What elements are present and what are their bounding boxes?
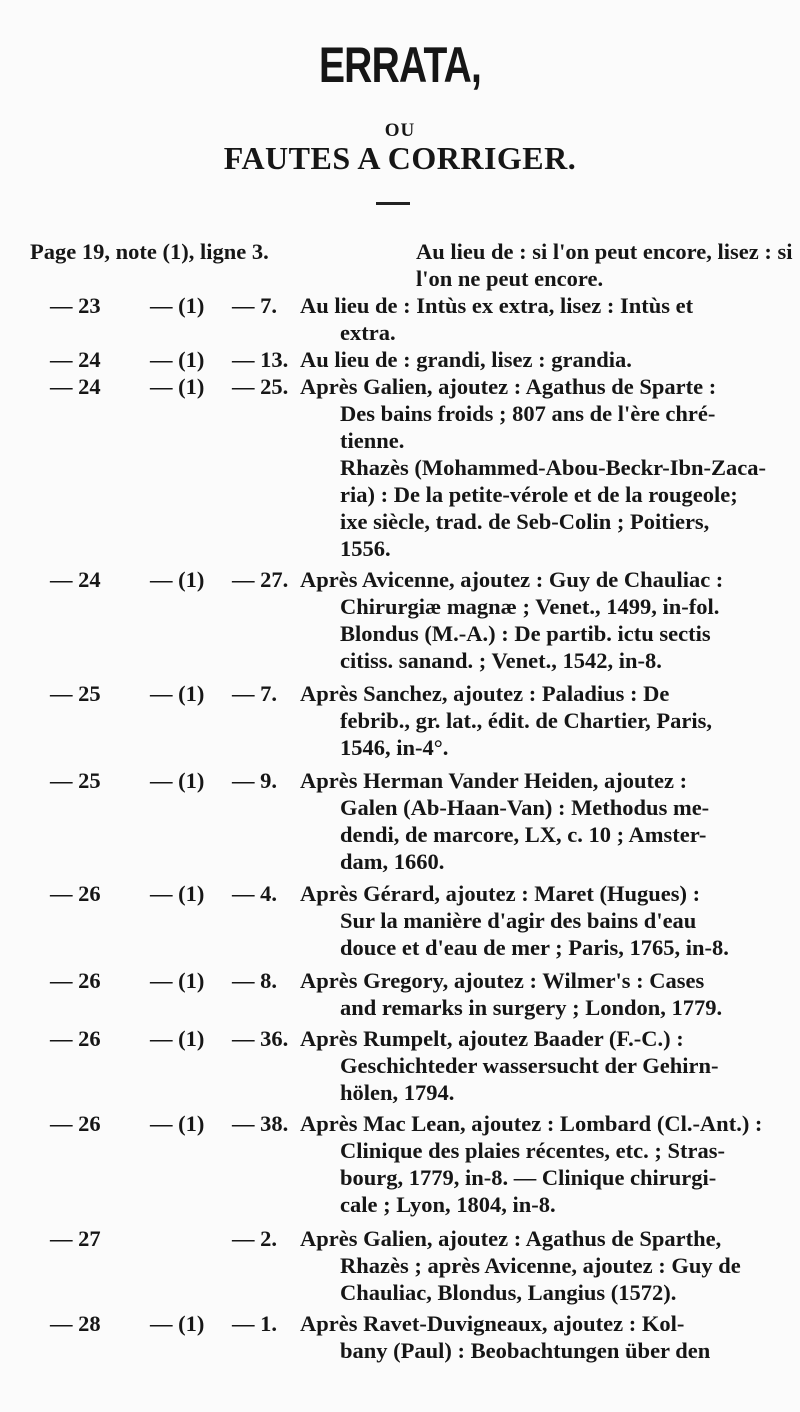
- entry-note: — (1): [150, 567, 205, 592]
- entry-line: and remarks in surgery ; London, 1779.: [340, 995, 723, 1020]
- entry-line: Après Galien, ajoutez : Agathus de Sparte :: [300, 374, 717, 399]
- entry-line: bourg, 1779, in-8. — Clinique chirurgi-: [340, 1165, 717, 1190]
- entry-ligne: — 7.: [232, 681, 277, 706]
- entry-page: — 24: [50, 347, 101, 372]
- entry-page: — 26: [50, 1111, 101, 1136]
- entry-note: — (1): [150, 347, 205, 372]
- entry-note: — (1): [150, 293, 205, 318]
- entry-line: dendi, de marcore, LX, c. 10 ; Amster-: [340, 822, 707, 847]
- entry-ligne: — 38.: [232, 1111, 289, 1136]
- entry-line: Clinique des plaies récentes, etc. ; Stras-: [340, 1138, 725, 1163]
- entry-line: Après Ravet-Duvigneaux, ajoutez : Kol-: [300, 1311, 685, 1336]
- entry-line: bany (Paul) : Beobachtungen über den: [340, 1338, 711, 1363]
- entry-line: Rhazès (Mohammed-Abou-Beckr-Ibn-Zaca-: [340, 455, 767, 480]
- entry-line: Au lieu de : si l'on peut encore, lisez : si: [416, 239, 793, 264]
- entry-line: l'on ne peut encore.: [416, 266, 604, 291]
- entry-note: — (1): [150, 1311, 205, 1336]
- entry-page: — 26: [50, 968, 101, 993]
- entry-line: extra.: [340, 320, 396, 345]
- page-subtitle: FAUTES A CORRIGER.: [223, 140, 577, 176]
- entry-line: Sur la manière d'agir des bains d'eau: [340, 908, 697, 933]
- entry-note: — (1): [150, 968, 205, 993]
- entry-ligne: — 9.: [232, 768, 277, 793]
- entry-page: — 27: [50, 1226, 101, 1251]
- entry-line: Au lieu de : grandi, lisez : grandia.: [300, 347, 632, 372]
- entry-ligne: — 2.: [232, 1226, 277, 1251]
- entry-ligne: — 8.: [232, 968, 277, 993]
- entry-ligne: — 4.: [232, 881, 277, 906]
- entry-note: — (1): [150, 768, 205, 793]
- entry-note: — (1): [150, 1111, 205, 1136]
- entry-ligne: — 13.: [232, 347, 289, 372]
- entry-page: — 26: [50, 881, 101, 906]
- entry-line: ria) : De la petite-vérole et de la rougeole;: [340, 482, 738, 507]
- entry-ligne: — 36.: [232, 1026, 289, 1051]
- entry-line: Après Mac Lean, ajoutez : Lombard (Cl.-Ant.) :: [300, 1111, 763, 1136]
- entry-line: Des bains froids ; 807 ans de l'ère chré-: [340, 401, 716, 426]
- entry-line: febrib., gr. lat., édit. de Chartier, Paris,: [340, 708, 713, 733]
- entry-line: Après Gérard, ajoutez : Maret (Hugues) :: [300, 881, 701, 906]
- entry-line: Galen (Ab-Haan-Van) : Methodus me-: [340, 795, 710, 820]
- entry-ligne: — 25.: [232, 374, 289, 399]
- entry-location: Page 19, note (1), ligne 3.: [30, 239, 269, 264]
- entry-ligne: — 7.: [232, 293, 277, 318]
- entry-line: douce et d'eau de mer ; Paris, 1765, in-8.: [340, 935, 729, 960]
- page-title: ERRATA,: [318, 37, 482, 93]
- entry-ligne: — 27.: [232, 567, 289, 592]
- title-conjunction: OU: [384, 120, 416, 141]
- entry-note: — (1): [150, 1026, 205, 1051]
- entry-line: Geschichteder wassersucht der Gehirn-: [340, 1053, 719, 1078]
- entry-line: dam, 1660.: [340, 849, 445, 874]
- entry-page: — 28: [50, 1311, 101, 1336]
- entry-line: Après Galien, ajoutez : Agathus de Sparthe,: [300, 1226, 722, 1251]
- entry-note: — (1): [150, 374, 205, 399]
- title-divider: [376, 202, 410, 205]
- entry-page: — 24: [50, 567, 101, 592]
- entry-line: Chirurgiæ magnæ ; Venet., 1499, in-fol.: [340, 594, 720, 619]
- entry-line: Au lieu de : Intùs ex extra, lisez : Intùs et: [300, 293, 694, 318]
- entry-line: citiss. sanand. ; Venet., 1542, in-8.: [340, 648, 662, 673]
- entry-page: — 23: [50, 293, 101, 318]
- entry-line: Après Rumpelt, ajoutez Baader (F.-C.) :: [300, 1026, 684, 1051]
- entry-page: — 26: [50, 1026, 101, 1051]
- entry-ligne: — 1.: [232, 1311, 277, 1336]
- entry-page: — 24: [50, 374, 101, 399]
- entry-line: cale ; Lyon, 1804, in-8.: [340, 1192, 556, 1217]
- entry-line: Après Gregory, ajoutez : Wilmer's : Cases: [300, 968, 705, 993]
- entry-note: — (1): [150, 881, 205, 906]
- entry-line: 1556.: [340, 536, 391, 561]
- entry-line: 1546, in-4°.: [340, 735, 449, 760]
- entry-line: Après Herman Vander Heiden, ajoutez :: [300, 768, 688, 793]
- entry-line: ixe siècle, trad. de Seb-Colin ; Poitiers,: [340, 509, 710, 534]
- entry-line: Après Avicenne, ajoutez : Guy de Chauliac :: [300, 567, 724, 592]
- entry-page: — 25: [50, 768, 101, 793]
- entry-line: Chauliac, Blondus, Langius (1572).: [340, 1280, 677, 1305]
- entry-line: hölen, 1794.: [340, 1080, 455, 1105]
- entry-line: Blondus (M.-A.) : De partib. ictu sectis: [340, 621, 711, 646]
- entry-line: Après Sanchez, ajoutez : Paladius : De: [300, 681, 670, 706]
- entry-note: — (1): [150, 681, 205, 706]
- entry-page: — 25: [50, 681, 101, 706]
- entry-line: tienne.: [340, 428, 405, 453]
- entry-line: Rhazès ; après Avicenne, ajoutez : Guy de: [340, 1253, 741, 1278]
